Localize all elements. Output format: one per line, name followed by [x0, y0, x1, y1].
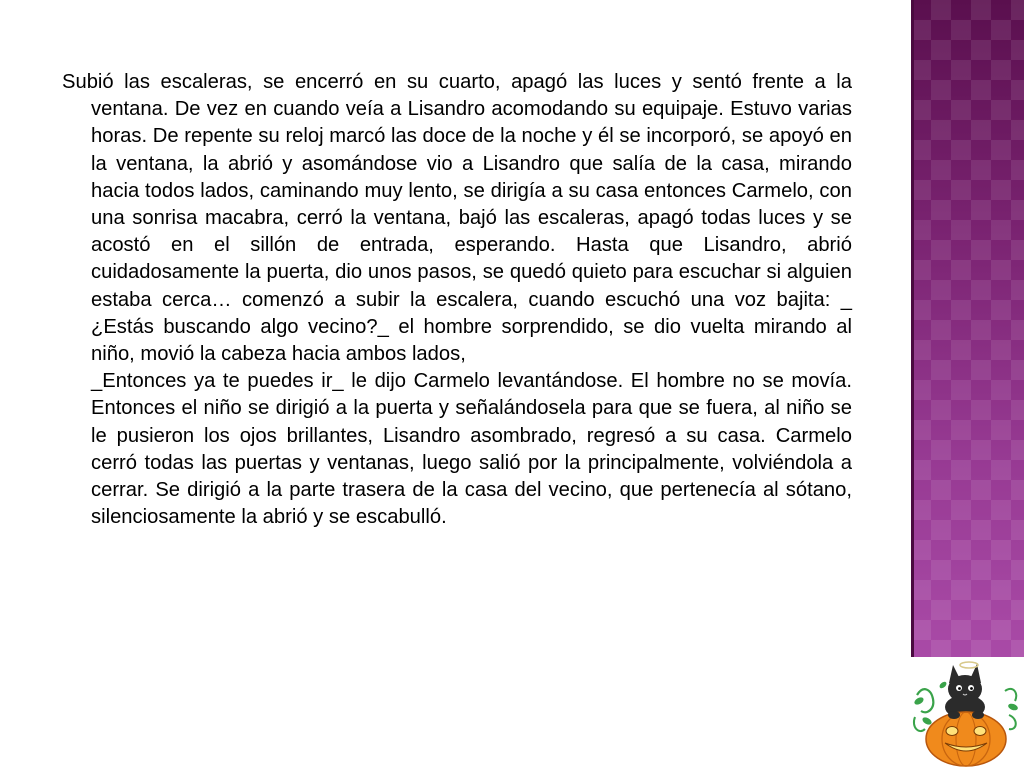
decorative-side-band	[911, 0, 1024, 657]
pumpkin-cat-icon	[909, 655, 1024, 768]
side-band-edge	[911, 0, 914, 657]
story-paragraph-1: Subió las escaleras, se encerró en su cuarto, apagó las luces y sentó frente a la ventana. De vez en cuando veía a Lisandro acomodando su equipaje. Estuvo varias horas. De repente su reloj marcó las doce de la noche y él se incorporó, se apoyó en la ventana, la abrió y asomándose vio a Lisandro que salía de la casa, mirando hacia todos lados, caminando muy lento, se dirigía a su casa entonces Carmelo, con una sonrisa macabra, cerró la ventana, bajó las escaleras, apagó todas luces y se acostó en el sillón de entrada, esperando. Hasta que Lisandro, abrió cuidadosamente la puerta, dio unos pasos, se quedó quieto para escuchar si alguien estaba cerca… comenzó a subir la escalera, cuando escuchó una voz bajita: _ ¿Estás buscando algo vecino?_ el hombre sorprendido, se dio vuelta mirando al niño, movió la cabeza hacia ambos lados,	[62, 71, 852, 366]
story-text	[62, 69, 852, 531]
story-paragraph-2: _Entonces ya te puedes ir_ le dijo Carmelo levantándose. El hombre no se movía. Entonces el niño se dirigió a la puerta y señalándosela para que se fuera, al niño se le pusieron los ojos brillantes, Lisandro asombrado, regresó a su casa. Carmelo cerró todas las puertas y ventanas, luego salió por la principalmente, volviéndola a cerrar. Se dirigió a la parte trasera de la casa del vecino, que pertenecía al sótano, silenciosamente la abrió y se escabulló.	[91, 370, 852, 529]
